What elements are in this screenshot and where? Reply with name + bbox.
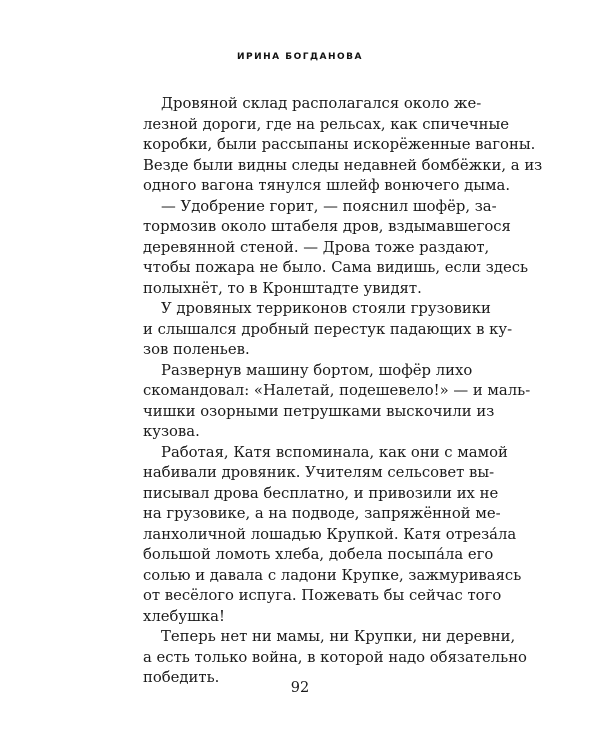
text-line: чишки озорными петрушками выскочили из (143, 402, 495, 420)
body-text (143, 94, 543, 689)
text-line: Везде были видны следы недавней бомбёжки, а из (143, 156, 543, 174)
text-line: Дровяной склад располагался около же- (161, 95, 482, 112)
paragraph (143, 197, 529, 300)
text-line: лезной дороги, где на рельсах, как спичечные (143, 115, 509, 133)
text-line: от весёлого испуга. Пожевать бы сейчас того (143, 587, 502, 604)
text-line: хлебушка! (143, 607, 225, 625)
text-line: ланхоличной лошадью Крупкой. Катя отреза́ла (143, 525, 517, 543)
text-line: коробки, были рассыпаны искорёженные вагоны. (143, 136, 536, 153)
text-line: набивали дровяник. Учителям сельсовет вы- (143, 464, 495, 481)
text-line: а есть только война, в которой надо обязательно (143, 648, 527, 666)
text-line: Развернув машину бортом, шофёр лихо (161, 361, 473, 379)
paragraph (143, 443, 522, 628)
text-line: полыхнёт, то в Кронштадте увидят. (143, 279, 422, 297)
text-line: Теперь нет ни мамы, ни Крупки, ни деревни, (161, 628, 516, 645)
text-line: кузова. (143, 423, 200, 440)
page-number: 92 (290, 680, 310, 696)
text-line: деревянной стеной. — Дрова тоже раздают, (143, 238, 490, 256)
text-line: на грузовике, а на подводе, запряжённой ме- (143, 505, 501, 522)
text-line: зов поленьев. (143, 341, 250, 358)
paragraph (143, 94, 543, 197)
text-line: победить. (143, 669, 220, 686)
text-line: — Удобрение горит, — пояснил шофёр, за- (161, 197, 497, 215)
text-line: тормозив около штабеля дров, вздымавшегося (143, 218, 511, 235)
text-line: солью и давала с ладони Крупке, зажмуриваясь (143, 566, 522, 584)
text-line: чтобы пожара не было. Сама видишь, если здесь (143, 259, 529, 276)
text-line: У дровяных терриконов стояли грузовики (161, 300, 491, 317)
text-line: одного вагона тянулся шлейф вонючего дыма. (143, 177, 511, 194)
text-line: большой ломоть хлеба, добела посыпа́ла его (143, 546, 494, 563)
paragraph (143, 299, 513, 361)
text-line: Работая, Катя вспоминала, как они с мамой (161, 443, 508, 461)
running-header-author: ИРИНА БОГДАНОВА (236, 52, 364, 62)
text-line: скомандовал: «Налетай, подешевело!» — и маль- (143, 382, 531, 399)
text-line: и слышался дробный перестук падающих в ку- (143, 320, 513, 338)
paragraph (143, 361, 531, 443)
text-line: писывал дрова бесплатно, и привозили их не (143, 484, 499, 502)
